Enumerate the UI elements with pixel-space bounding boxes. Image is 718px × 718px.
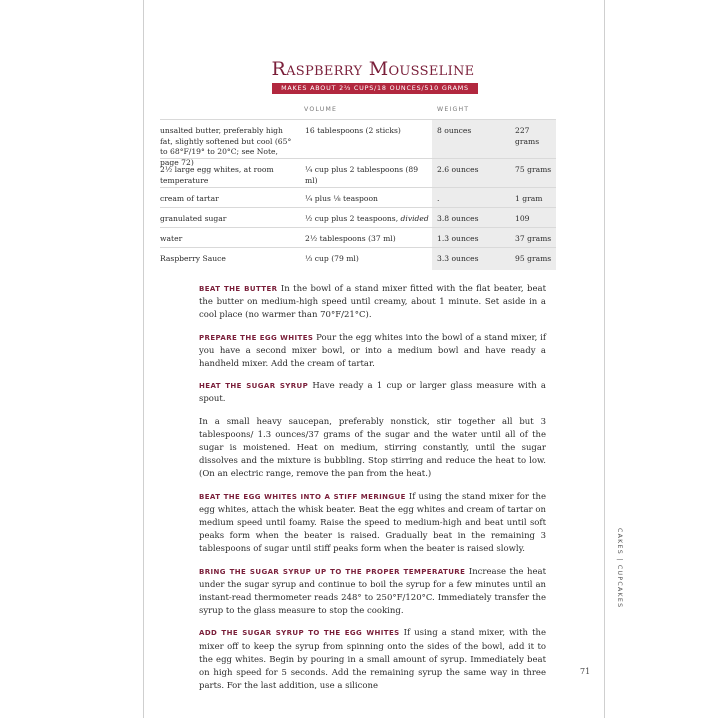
table-row (160, 227, 556, 247)
ingredient-ounces: 3.8 ounces (437, 214, 479, 223)
ingredient-grams: 95 grams (515, 254, 552, 263)
running-section-label (614, 528, 624, 648)
table-row (160, 207, 556, 227)
step-paragraph (199, 627, 546, 693)
page-number: 71 (580, 667, 591, 676)
table-row (160, 187, 556, 207)
table-row (160, 158, 556, 187)
step-paragraph (199, 380, 546, 406)
step-heading: HEAT THE SUGAR SYRUP (199, 382, 309, 391)
section-label-text: CAKES | CUPCAKES (616, 528, 623, 609)
table-row (160, 119, 556, 167)
step-paragraph (199, 283, 546, 323)
step-paragraph (199, 416, 546, 482)
ingredients-table (160, 119, 556, 270)
ingredient-ounces: 3.3 ounces (437, 254, 479, 263)
ingredient-volume: 16 tablespoons (2 sticks) (305, 126, 401, 135)
yield-banner: MAKES ABOUT 2⅔ CUPS/18 OUNCES/510 GRAMS (272, 83, 478, 94)
step-paragraph (199, 566, 546, 619)
ingredient-name: Raspberry Sauce (160, 254, 226, 263)
ingredient-ounces: 8 ounces (437, 126, 472, 135)
table-row (160, 247, 556, 270)
step-text: In the bowl of a stand mixer fitted with the flat beater, beat the butter on medium-high speed until creamy, about 1 minute. Set aside in a cool place (no warmer than 70°F/21°C). (199, 284, 546, 321)
step-heading: ADD THE SUGAR SYRUP TO THE EGG WHITES (199, 629, 400, 638)
ingredient-name: cream of tartar (160, 194, 219, 203)
ingredient-volume: 2½ tablespoons (37 ml) (305, 234, 396, 243)
step-heading: BEAT THE EGG WHITES INTO A STIFF MERINGUE (199, 492, 406, 501)
ingredient-volume: ½ cup plus 2 teaspoons, divided (305, 214, 429, 223)
instructions (199, 283, 546, 702)
ingredient-ounces: 2.6 ounces (437, 165, 479, 174)
column-header-weight: WEIGHT (437, 106, 470, 113)
ingredient-name: unsalted butter, preferably high fat, slightly softened but cool (65° to 68°F/19° to 20°C; see Note, page 72) (160, 126, 292, 167)
recipe-title: Raspberry Mousseline (271, 58, 475, 80)
step-paragraph (199, 491, 546, 557)
column-header-volume: VOLUME (304, 106, 338, 113)
ingredient-grams: 109 (515, 214, 530, 223)
step-text: In a small heavy saucepan, preferably nonstick, stir together all but 3 tablespoons/ 1.3 ounces/37 grams of the sugar and the water until all of the sugar is moistened. Heat on medium, stirring constantly, until the sugar dissolves and the mixture is bubbling. Stop stirring and reduce the heat to low. (On an electric range, remove the pan from the heat.) (199, 416, 546, 480)
step-text: Increase the heat under the sugar syrup and continue to boil the syrup for a few minutes until an instant-read thermometer reads 248° to 250°F/120°C. Immediately transfer the syrup to the glass measure to stop the cooking. (199, 566, 546, 617)
ingredient-name: water (160, 234, 183, 243)
ingredient-volume: ⅓ cup (79 ml) (305, 254, 359, 263)
ingredient-name: granulated sugar (160, 214, 227, 223)
ingredient-grams: 1 gram (515, 194, 543, 203)
ingredient-grams: 227 grams (515, 126, 540, 146)
ingredient-name: 2½ large egg whites, at room temperature (160, 165, 274, 185)
step-text: Have ready a 1 cup or larger glass measure with a spout. (199, 381, 547, 405)
step-paragraph (199, 332, 546, 372)
ingredient-ounces: . (437, 194, 440, 203)
step-text: If using a stand mixer, with the mixer off to keep the syrup from spinning onto the sides of the bowl, add it to the egg whites. Begin by pouring in a small amount of syrup. Immediately beat on high speed for 5 seconds. Add the remaining syrup the same way in three parts. For the last addition, use a silicone (199, 628, 546, 692)
ingredient-volume: ¼ plus ⅛ teaspoon (305, 194, 378, 203)
step-text: If using the stand mixer for the egg whites, attach the whisk beater. Beat the egg whites and cream of tartar on medium speed until foamy. Raise the speed to medium-high and beat until soft peaks form when the beater is raised. Gradually beat in the remaining 3 tablespoons of sugar until stiff peaks form when the beater is raised slowly. (199, 491, 546, 555)
ingredient-grams: 37 grams (515, 234, 552, 243)
step-heading: PREPARE THE EGG WHITES (199, 333, 314, 342)
ingredient-volume: ¼ cup plus 2 tablespoons (89 ml) (305, 165, 419, 185)
ingredient-ounces: 1.3 ounces (437, 234, 479, 243)
ingredient-grams: 75 grams (515, 165, 552, 174)
step-text: Pour the egg whites into the bowl of a stand mixer, if you have a second mixer bowl, or into a medium bowl and have ready a handheld mixer. Add the cream of tartar. (199, 332, 546, 370)
step-heading: BEAT THE BUTTER (199, 285, 278, 293)
step-heading: BRING THE SUGAR SYRUP UP TO THE PROPER TEMPERATURE (199, 567, 466, 576)
